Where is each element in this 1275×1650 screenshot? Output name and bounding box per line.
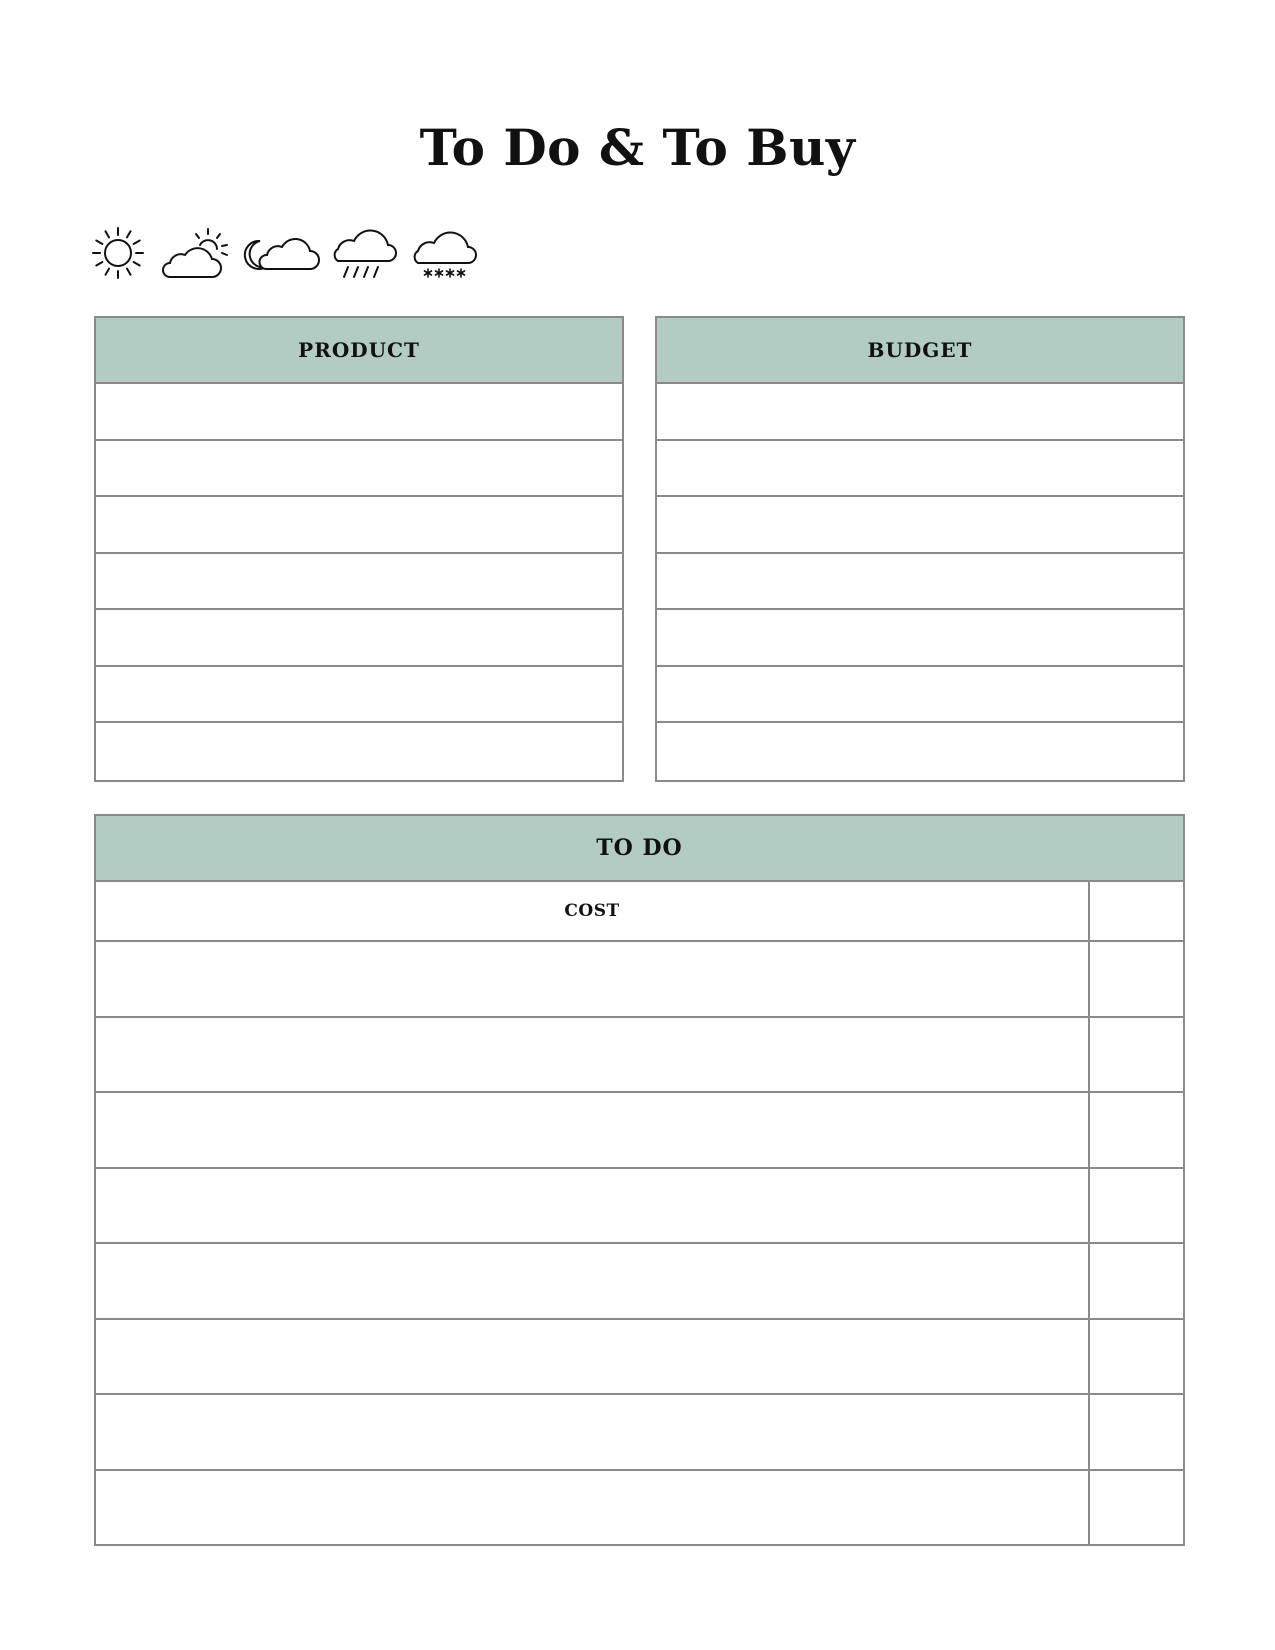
product-row[interactable] xyxy=(96,723,622,780)
todo-cost-cell[interactable] xyxy=(1090,1320,1183,1394)
partly-sunny-icon[interactable] xyxy=(160,225,230,281)
product-row[interactable] xyxy=(96,384,622,441)
snow-icon[interactable] xyxy=(410,225,478,285)
sun-icon[interactable] xyxy=(90,225,146,281)
product-row[interactable] xyxy=(96,497,622,554)
todo-row xyxy=(96,1244,1183,1320)
todo-row xyxy=(96,942,1183,1018)
budget-row[interactable] xyxy=(657,723,1183,780)
todo-subheader-side-cell xyxy=(1090,882,1183,940)
todo-cost-cell[interactable] xyxy=(1090,1244,1183,1318)
budget-row[interactable] xyxy=(657,384,1183,441)
page-title: To Do & To Buy xyxy=(419,118,856,177)
todo-subheader-cell xyxy=(96,882,1090,940)
product-row[interactable] xyxy=(96,667,622,724)
cloudy-night-icon[interactable] xyxy=(242,225,322,281)
todo-row xyxy=(96,1471,1183,1547)
budget-row[interactable] xyxy=(657,554,1183,611)
budget-row[interactable] xyxy=(657,497,1183,554)
product-row[interactable] xyxy=(96,610,622,667)
todo-row xyxy=(96,1018,1183,1094)
todo-task-cell[interactable] xyxy=(96,942,1090,1016)
todo-task-cell[interactable] xyxy=(96,1169,1090,1243)
todo-cost-cell[interactable] xyxy=(1090,1093,1183,1167)
todo-task-cell[interactable] xyxy=(96,1395,1090,1469)
todo-cost-cell[interactable] xyxy=(1090,1471,1183,1547)
todo-row xyxy=(96,1320,1183,1396)
budget-table xyxy=(655,316,1185,782)
todo-task-cell[interactable] xyxy=(96,1093,1090,1167)
todo-row xyxy=(96,1093,1183,1169)
budget-row[interactable] xyxy=(657,441,1183,498)
product-row[interactable] xyxy=(96,554,622,611)
todo-task-cell[interactable] xyxy=(96,1320,1090,1394)
todo-header: TO DO xyxy=(96,816,1183,882)
todo-cost-cell[interactable] xyxy=(1090,1169,1183,1243)
budget-header: BUDGET xyxy=(657,318,1183,384)
product-header: PRODUCT xyxy=(96,318,622,384)
todo-cost-cell[interactable] xyxy=(1090,1018,1183,1092)
product-table xyxy=(94,316,624,782)
todo-cost-cell[interactable] xyxy=(1090,1395,1183,1469)
todo-row xyxy=(96,1395,1183,1471)
budget-row[interactable] xyxy=(657,667,1183,724)
todo-task-cell[interactable] xyxy=(96,1018,1090,1092)
todo-subheader-row xyxy=(96,882,1183,942)
todo-row xyxy=(96,1169,1183,1245)
cost-label: COST xyxy=(564,901,620,921)
todo-table xyxy=(94,814,1185,1546)
todo-task-cell[interactable] xyxy=(96,1244,1090,1318)
rain-icon[interactable] xyxy=(330,225,398,285)
todo-cost-cell[interactable] xyxy=(1090,942,1183,1016)
product-row[interactable] xyxy=(96,441,622,498)
todo-task-cell[interactable] xyxy=(96,1471,1090,1547)
budget-row[interactable] xyxy=(657,610,1183,667)
